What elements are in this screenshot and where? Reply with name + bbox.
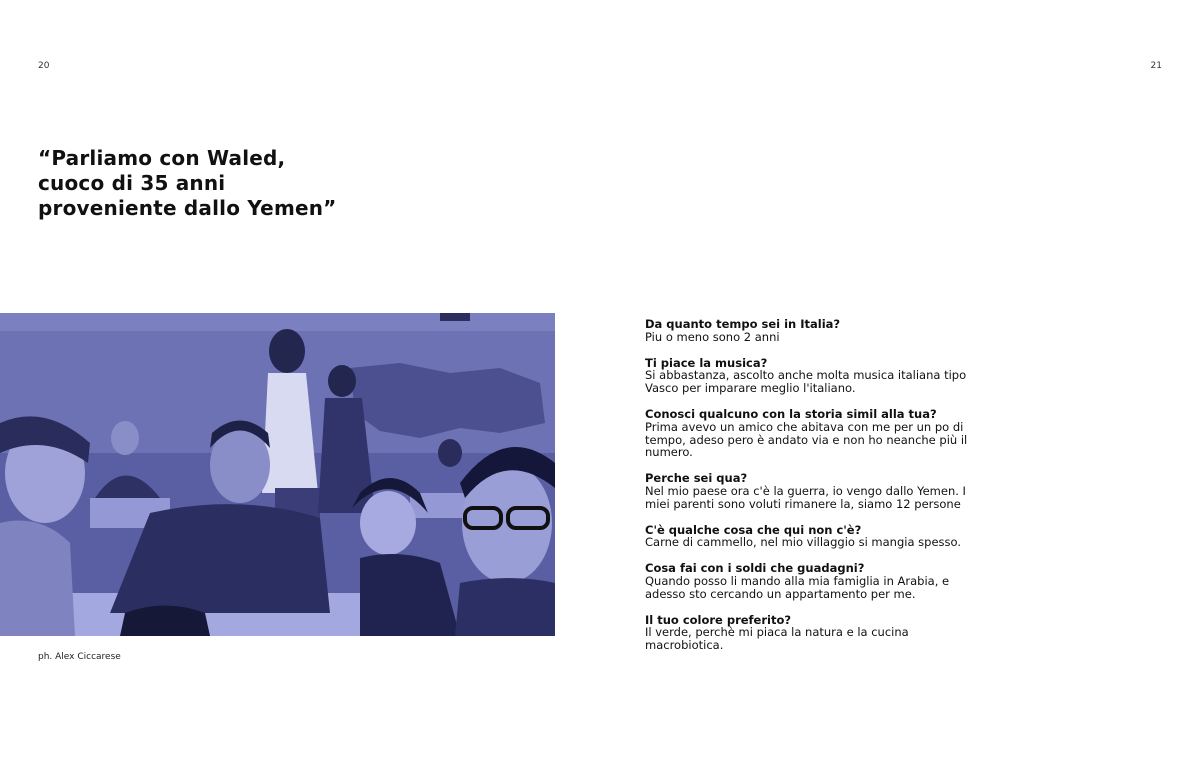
qa-item [645,318,990,344]
question: Perche sei qua? [645,471,748,486]
interview-qa [645,318,990,665]
photo-caption: ph. Alex Ciccarese [38,652,121,662]
title-line-3: proveniente dallo Yemen” [38,196,337,220]
question: Conosci qualcuno con la storia simil alla tua? [645,406,937,421]
qa-item [645,562,990,600]
group-photo [0,313,555,636]
qa-item [645,357,990,395]
question: Il tuo colore preferito? [645,612,792,627]
page-title [38,146,438,221]
title-line-2: cuoco di 35 anni [38,171,226,195]
qa-item [645,472,990,510]
page-number-left: 20 [38,61,50,71]
answer: Si abbastanza, ascolto anche molta musica italiana tipo Vasco per imparare meglio l'italiano. [645,368,967,396]
answer: Carne di cammello, nel mio villaggio si mangia spesso. [645,535,962,550]
group-photo-illustration [0,313,555,636]
question: C'è qualche cosa che qui non c'è? [645,522,862,537]
answer: Prima avevo un amico che abitava con me per un po di tempo, adeso pero è andato via e non ho neanche più il numero. [645,419,968,460]
page-number-right: 21 [1150,61,1162,71]
title-line-1: “Parliamo con Waled, [38,146,286,170]
qa-item [645,408,990,459]
question: Cosa fai con i soldi che guadagni? [645,561,865,576]
question: Da quanto tempo sei in Italia? [645,317,841,331]
answer: Quando posso li mando alla mia famiglia in Arabia, e adesso sto cercando un appartamento per me. [645,573,950,601]
question: Ti piace la musica? [645,355,768,370]
qa-item [645,614,990,652]
qa-item [645,524,990,550]
answer: Piu o meno sono 2 anni [645,329,780,344]
answer: Il verde, perchè mi piaca la natura e la cucina macrobiotica. [645,625,909,653]
answer: Nel mio paese ora c'è la guerra, io vengo dallo Yemen. I miei parenti sono voluti rimanere la, siamo 12 persone [645,483,966,511]
